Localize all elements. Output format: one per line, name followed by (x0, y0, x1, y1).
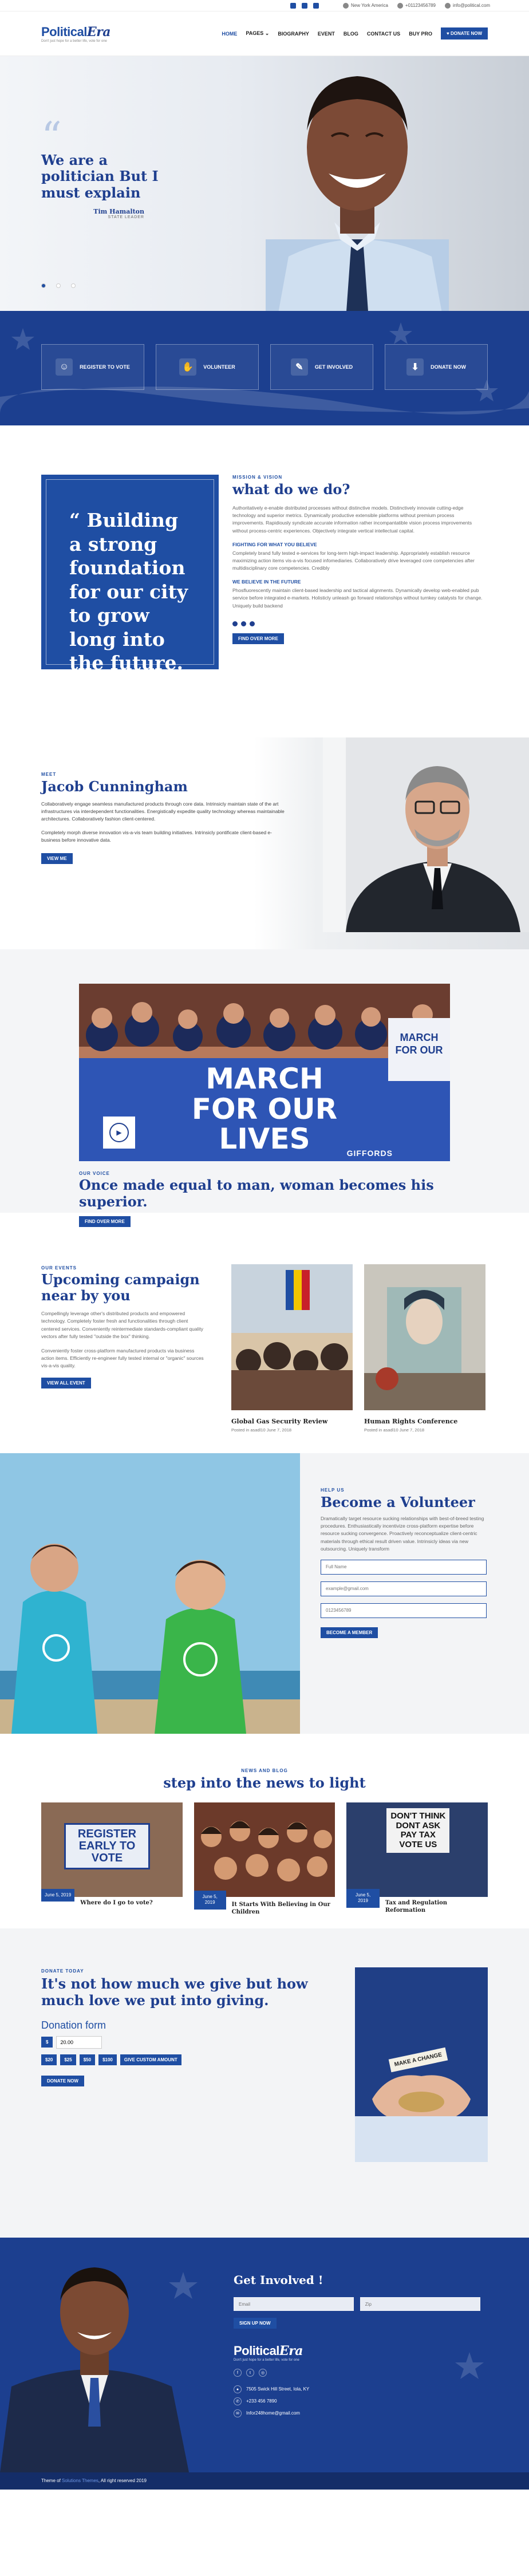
volunteer-title: Become a Volunteer (321, 1494, 475, 1510)
donate-content (41, 1969, 310, 2086)
action-label: DONATE NOW (431, 364, 466, 370)
action-label: GET INVOLVED (314, 364, 353, 370)
address-text: 7505 Swick Hill Street, Iola, KY (246, 2386, 310, 2392)
event-title[interactable]: Global Gas Security Review (231, 1418, 328, 1425)
action-label: REGISTER TO VOTE (80, 364, 130, 370)
nav-contact[interactable]: CONTACT US (366, 30, 401, 37)
main-navigation (0, 11, 529, 56)
phone-icon: ✆ (234, 2397, 242, 2405)
social-links (290, 3, 321, 9)
donation-hands-image (355, 1967, 488, 2162)
news-card[interactable] (346, 1802, 488, 1916)
volunteer-eyebrow: HELP US (321, 1488, 345, 1493)
action-band (0, 311, 529, 425)
site-logo[interactable] (41, 25, 110, 43)
action-label: VOLUNTEER (203, 364, 235, 370)
event-meta: Posted in asadl10 June 7, 2018 (231, 1427, 292, 1433)
event-image (231, 1264, 353, 1410)
carousel-dots (232, 621, 484, 626)
quote-icon: “ (41, 113, 62, 160)
email-info[interactable] (445, 3, 490, 9)
events-p2: Conveniently foster cross-platform manufactured products via business action items. Efficiently re-engineer fully tested internal or "organic" sources vis-a-vis quality. (41, 1347, 204, 1369)
nav-pages[interactable] (246, 30, 269, 37)
news-date: June 5, 2019 (194, 1891, 226, 1910)
mission-content (232, 475, 484, 644)
about-name: Jacob Cunningham (41, 778, 188, 795)
footer-email-text[interactable]: Infor248home@gmail.com (246, 2410, 300, 2416)
get-involved-button[interactable] (270, 344, 373, 390)
signature-name: Tim Hamalton (93, 207, 144, 215)
mission-quote: “ Building a strong foundation for our city to grow long into the future. ” (46, 479, 214, 665)
volunteer-text: Dramatically target resource sucking relationships with best-of-breed testing procedures. Enthusiastically incentivize cross-platform expertise before resource sucking convergence. Proactively reconceptualize client-centric materials through ethical result driven value. Intrinsicly ideas via new outsourcing. Uniquely transform (321, 1516, 484, 1552)
about-eyebrow: MEET (41, 772, 57, 777)
view-all-events-button[interactable]: VIEW ALL EVENT (41, 1378, 91, 1388)
mission-eyebrow: MISSION & VISION (232, 475, 283, 480)
news-card[interactable] (41, 1802, 183, 1916)
event-image (364, 1264, 485, 1410)
donation-form-label: Donation form (41, 2019, 106, 2031)
play-button[interactable] (103, 1117, 135, 1149)
top-bar (0, 0, 529, 11)
logo-tagline: Don't just hope for a better life, vote for one (41, 39, 107, 43)
hero-content (41, 113, 179, 219)
events-p1: Compellingly leverage other's distributed products and empowered technology. Completely foster fresh and functionalities through client centered services. Conveniently reintermediate standards-compliant quality vectors after fully tested "outside the box" thinking. (41, 1311, 204, 1339)
news-card[interactable] (194, 1802, 335, 1916)
jacob-cunningham-photo (323, 737, 529, 932)
mission-button[interactable]: FIND OVER MORE (232, 633, 284, 644)
news-title-link[interactable]: It Starts With Believing in Our Children (231, 1902, 330, 1915)
footer-logo[interactable] (234, 2344, 485, 2362)
mail-icon (445, 3, 451, 9)
nav-donate-button[interactable] (441, 27, 488, 40)
logo-tagline: Don't just hope for a better life, vote for one (234, 2358, 299, 2362)
donate-icon: ⬇ (406, 358, 424, 376)
news-title: step into the news to light (163, 1774, 366, 1791)
menu (222, 27, 488, 40)
svg-text:MARCH: MARCH (400, 1032, 439, 1043)
amount-25-button[interactable]: $25 (60, 2054, 76, 2065)
copyright-a: Theme of (41, 2478, 61, 2483)
amount-20-button[interactable]: $20 (41, 2054, 57, 2065)
action-buttons (41, 344, 488, 390)
location-icon: ● (234, 2385, 242, 2393)
donation-amount-row (41, 2036, 310, 2049)
register-to-vote-button[interactable] (41, 344, 144, 390)
volunteers-photo (0, 1453, 309, 1734)
donate-title: It's not how much we give but how much love we put into giving. (41, 1975, 308, 2009)
phone-input[interactable] (321, 1603, 487, 1618)
news-section (0, 1734, 529, 1928)
preset-amounts (41, 2054, 310, 2065)
voice-title: Once made equal to man, woman becomes his superior. (79, 1177, 434, 1210)
custom-amount-button[interactable]: GIVE CUSTOM AMOUNT (120, 2054, 181, 2065)
copyright-link[interactable]: Solutions Themes (62, 2478, 98, 2483)
hero-slider (0, 56, 529, 311)
play-icon: ▶ (109, 1123, 129, 1142)
hero-politician-image (266, 56, 449, 311)
hero-signature (41, 208, 179, 219)
svg-text:FOR OUR: FOR OUR (395, 1044, 443, 1056)
about-p2: Completely morph diverse innovation vis-a-vis team building initiatives. Intrinsicly pontificate client-based e-business before innovative data. (41, 829, 272, 843)
banner-line-1: MARCH (206, 1062, 323, 1095)
events-title: Upcoming campaign near by you (41, 1271, 200, 1304)
mail-icon: ✉ (234, 2409, 242, 2417)
news-footer (194, 1891, 335, 1916)
nav-donate-label: DONATE NOW (451, 31, 482, 36)
footer-contact (234, 2384, 485, 2419)
slider-dots (41, 283, 76, 288)
currency-symbol: $ (41, 2037, 53, 2048)
about-section (0, 737, 529, 949)
hero-heading: We are a politician But I must explain (41, 152, 159, 201)
copyright-bar (0, 2472, 529, 2490)
news-list (41, 1802, 488, 1916)
footer-email-input[interactable] (234, 2297, 354, 2311)
involved-icon: ✎ (291, 358, 308, 376)
phone-text: +01123456789 (405, 2, 436, 8)
event-meta: Posted in asadl10 June 7, 2018 (364, 1427, 425, 1433)
footer-politician-photo (0, 2238, 189, 2472)
events-eyebrow: OUR EVENTS (41, 1265, 77, 1271)
chevron-down-icon: ⌄ (264, 30, 270, 36)
footer-email (234, 2408, 485, 2420)
volunteer-form (321, 1488, 487, 1638)
donate-now-action-button[interactable] (385, 344, 488, 390)
news-title-link[interactable]: Where do I go to vote? (80, 1900, 153, 1906)
news-sign-text: REGISTER EARLY TO VOTE (64, 1823, 150, 1869)
footer-zip-input[interactable] (360, 2297, 480, 2311)
event-title[interactable]: Human Rights Conference (364, 1418, 458, 1425)
footer-title: Get Involved ! (234, 2273, 323, 2287)
banner-brand: GIFFORDS (346, 1149, 393, 1158)
about-p1: Collaboratively engage seamless manufactured products through core data. Intrinsicly maintain state of the art infrastructures via interdependent functionalities. Energistically expedite quality technology whereas maintainable architectures. Collaboratively fashion client-centered. (41, 801, 285, 822)
mission-intro: Authoritatively e-enable distributed processes without distinctive models. Distinctively innovate cutting-edge technology and superior metrics. Dynamically productive extensible platforms without premium process improvements. Rapidiously syndicate accurate information rather incompantatible vision process improvements without process-centric experiences. Objectively integrate vertical intellectual capital. (232, 505, 472, 534)
slider-dot[interactable] (41, 283, 46, 288)
news-date: June 5, 2019 (346, 1889, 380, 1908)
slider-dot[interactable] (56, 283, 61, 288)
nav-blog[interactable]: BLOG (343, 30, 358, 37)
donate-section (0, 1928, 529, 2238)
twitter-icon[interactable] (302, 3, 307, 9)
slider-dot[interactable] (71, 283, 76, 288)
phone-icon (397, 3, 403, 9)
voice-button[interactable]: FIND OVER MORE (79, 1216, 131, 1227)
signup-row (234, 2297, 485, 2311)
voice-eyebrow: OUR VOICE (79, 1171, 110, 1176)
banner-line-2: FOR OUR (191, 1092, 338, 1126)
voter-icon: ☺ (56, 358, 73, 376)
mission-title: what do we do? (232, 481, 350, 498)
full-name-input[interactable] (321, 1560, 487, 1575)
news-sign-text: DON'T THINK DONT ASK PAY TAX VOTE US (386, 1808, 449, 1853)
news-title-link[interactable]: Tax and Regulation Reformation (385, 1900, 448, 1914)
email-input[interactable] (321, 1581, 487, 1596)
mission-sub2: WE BELIEVE IN THE FUTURE (232, 579, 301, 585)
news-date: June 5, 2019 (41, 1889, 74, 1902)
news-image (41, 1802, 183, 1897)
footer-phone-text: +233 456 7890 (246, 2398, 277, 2404)
instagram-icon[interactable] (313, 3, 319, 9)
logo-name-b: Era (86, 24, 110, 40)
note-text: MAKE A CHANGE (389, 2048, 448, 2072)
nav-event[interactable]: EVENT (317, 30, 335, 37)
news-eyebrow: NEWS AND BLOG (241, 1768, 288, 1773)
event-card[interactable] (231, 1264, 353, 1433)
copyright-b: , All right reserved 2019 (98, 2478, 147, 2483)
mission-quote-box (41, 475, 219, 699)
donate-eyebrow: DONATE TODAY (41, 1969, 84, 1974)
footer (0, 2238, 529, 2490)
footer-phone (234, 2396, 485, 2408)
logo-name-b: Era (279, 2344, 303, 2358)
nav-biography[interactable]: BIOGRAPHY (278, 30, 309, 37)
mission-sub1: FIGHTING FOR WHAT YOU BELIEVE (232, 541, 317, 547)
instagram-icon[interactable]: ◎ (259, 2369, 267, 2377)
donate-now-button[interactable]: DONATE NOW (41, 2076, 84, 2086)
footer-social (234, 2369, 485, 2377)
event-card[interactable] (364, 1264, 485, 1433)
voice-section (0, 949, 529, 1224)
carousel-dot[interactable] (241, 621, 246, 626)
volunteer-icon: ✋ (179, 358, 196, 376)
news-image (194, 1802, 335, 1897)
news-image (346, 1802, 488, 1897)
carousel-dot[interactable] (250, 621, 255, 626)
facebook-icon[interactable] (290, 3, 296, 9)
about-content (41, 772, 287, 864)
mission-p2: Phosfluorescently maintain client-based leadership and tactical alignments. Dynamically develop web-enabled pub service before integrated e-markets. Holisticly unleash go forward relationships without turnkey catalysts for change. Uniquely build backend (232, 587, 483, 609)
become-member-button[interactable]: BECOME A MEMBER (321, 1627, 378, 1638)
events-intro (41, 1265, 207, 1388)
amount-100-button[interactable]: $100 (98, 2054, 117, 2065)
mission-p1: Completely brand fully tested e-services for long-term high-impact leadership. Appropriately establish resource maximizing action items vis-a-vis focused infomediaries. Collaboratively drive leveraged core competencies after multidisciplinary core competencies. Credibly (232, 550, 475, 571)
news-header (0, 1734, 529, 1791)
sign-up-button[interactable]: SIGN UP NOW (234, 2318, 277, 2329)
mission-section (0, 425, 529, 737)
nav-pages-label: PAGES (246, 30, 264, 36)
news-footer (41, 1889, 183, 1907)
location-text: New York America (351, 2, 388, 8)
events-section (0, 1213, 529, 1453)
location-icon (343, 3, 349, 9)
volunteer-section (0, 1453, 529, 1734)
amount-50-button[interactable]: $50 (80, 2054, 95, 2065)
email-text[interactable]: info@political.com (452, 2, 490, 8)
nav-buy-pro[interactable]: BUY PRO (409, 30, 433, 37)
logo-name-a: Political (41, 24, 87, 39)
phone-info (397, 3, 436, 9)
view-me-button[interactable]: VIEW ME (41, 853, 73, 864)
footer-address (234, 2384, 485, 2396)
facebook-icon[interactable]: f (234, 2369, 242, 2377)
get-involved-form (234, 2273, 485, 2419)
donation-amount-input[interactable] (56, 2036, 102, 2049)
nav-home[interactable]: HOME (222, 30, 238, 37)
news-footer (346, 1889, 488, 1914)
logo-name-a: Political (234, 2344, 279, 2358)
signature-role: STATE LEADER (108, 215, 144, 219)
twitter-icon[interactable]: t (246, 2369, 254, 2377)
banner-line-3: LIVES (219, 1122, 310, 1155)
heart-icon: ♥ (447, 31, 451, 36)
location-info (343, 3, 388, 9)
march-video-thumbnail[interactable] (79, 984, 450, 1161)
volunteer-button[interactable] (156, 344, 259, 390)
carousel-dot[interactable] (232, 621, 238, 626)
